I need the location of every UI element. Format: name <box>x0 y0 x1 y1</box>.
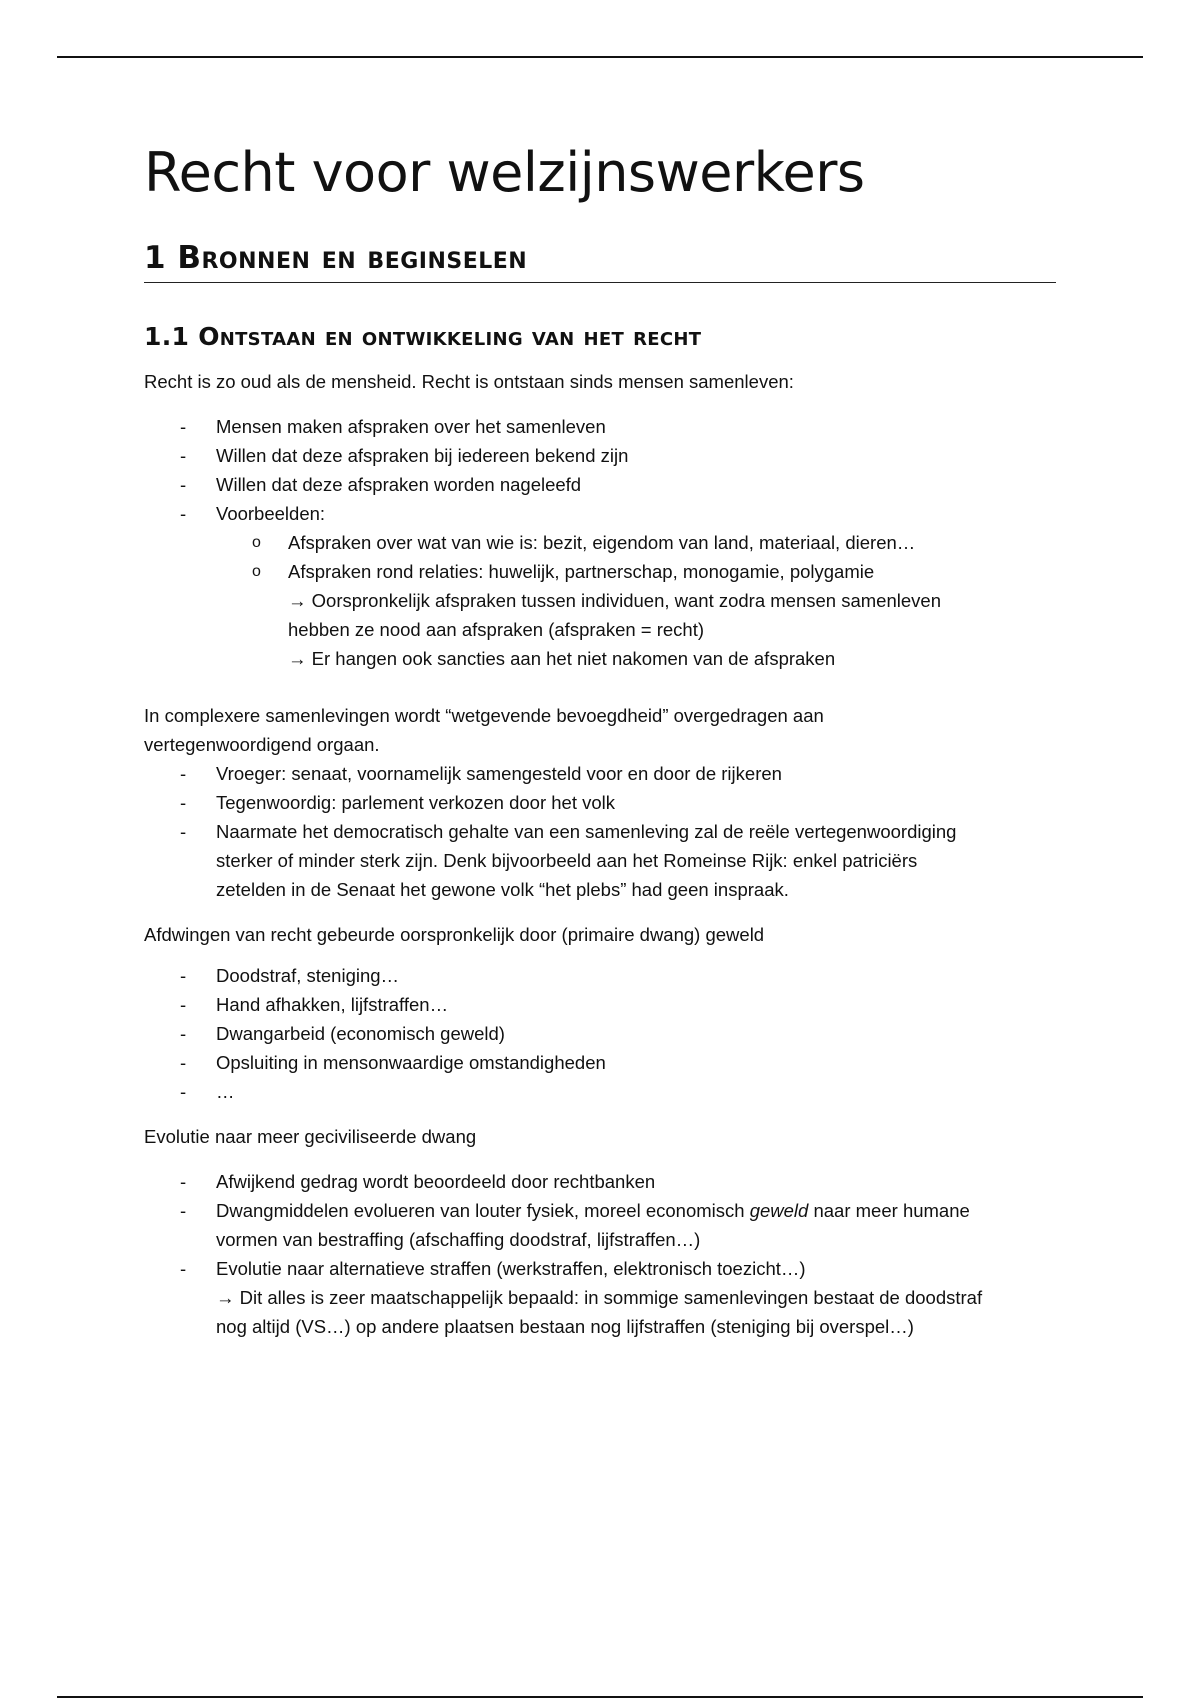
dash-bullet: - <box>180 1081 187 1102</box>
paragraph: In complexere samenlevingen wordt “wetgevende bevoegdheid” overgedragen aan vertegenwoordigend orgaan. <box>144 705 824 755</box>
dash-bullet: - <box>180 821 187 842</box>
paragraph: Evolutie naar meer geciviliseerde dwang <box>144 1126 477 1147</box>
list-item: o Afspraken rond relaties: huwelijk, partnerschap, monogamie, polygamie <box>216 557 1056 586</box>
list-enforcement <box>144 961 1056 1106</box>
heading-2: 1.1 Ontstaan en ontwikkeling van het recht <box>144 322 702 351</box>
dash-bullet: - <box>180 416 187 437</box>
circle-bullet: o <box>252 534 261 551</box>
dash-bullet: - <box>180 763 187 784</box>
arrow-note-continued: hebben ze nood aan afspraken (afspraken = recht) <box>288 619 705 640</box>
document-title: Recht voor welzijnswerkers <box>144 141 865 204</box>
dash-bullet: - <box>180 994 187 1015</box>
list-item: - Mensen maken afspraken over het samenleven <box>144 412 1056 441</box>
examples-list <box>216 528 1056 586</box>
dash-bullet: - <box>180 965 187 986</box>
list-item: - Dwangmiddelen evolueren van louter fysiek, moreel economisch geweld naar meer humane vormen van bestraffing (afschaffing doodstraf, lijfstraffen…) <box>144 1196 1056 1254</box>
arrow-note: → Er hangen ook sancties aan het niet nakomen van de afspraken <box>288 648 836 669</box>
dash-bullet: - <box>180 445 187 466</box>
document-body <box>144 138 1056 1341</box>
list-item: - Willen dat deze afspraken bij iedereen bekend zijn <box>144 441 1056 470</box>
list-evolution <box>144 1167 1056 1341</box>
circle-bullet: o <box>252 563 261 580</box>
list-item: - Evolutie naar alternatieve straffen (werkstraffen, elektronisch toezicht…) → Dit alles is zeer maatschappelijk bepaald: in sommige samenlevingen bestaat de doodstraf nog altijd (VS…) op andere plaatsen bestaan nog lijfstraffen (steniging bij overspel…) <box>144 1254 1056 1341</box>
dash-bullet: - <box>180 1258 187 1279</box>
dash-bullet: - <box>180 503 187 524</box>
intro-paragraph: Recht is zo oud als de mensheid. Recht is ontstaan sinds mensen samenleven: <box>144 371 794 392</box>
paragraph: Afdwingen van recht gebeurde oorspronkelijk door (primaire dwang) geweld <box>144 924 765 945</box>
list-origin <box>144 412 1056 673</box>
list-representation <box>144 759 1056 904</box>
list-item: - Afwijkend gedrag wordt beoordeeld door rechtbanken <box>144 1167 1056 1196</box>
dash-bullet: - <box>180 474 187 495</box>
footer-rule <box>57 1696 1143 1698</box>
dash-bullet: - <box>180 792 187 813</box>
list-item: o Afspraken over wat van wie is: bezit, eigendom van land, materiaal, dieren… <box>216 528 1056 557</box>
list-item: - Tegenwoordig: parlement verkozen door het volk <box>144 788 1056 817</box>
dash-bullet: - <box>180 1171 187 1192</box>
list-item: - Vroeger: senaat, voornamelijk samengesteld voor en door de rijkeren <box>144 759 1056 788</box>
list-item: - Hand afhakken, lijfstraffen… <box>144 990 1056 1019</box>
arrow-note: → Oorspronkelijk afspraken tussen individuen, want zodra mensen samenleven <box>288 590 941 611</box>
emphasis: geweld <box>749 1200 809 1221</box>
list-item: - Opsluiting in mensonwaardige omstandigheden <box>144 1048 1056 1077</box>
list-item: - … <box>144 1077 1056 1106</box>
dash-bullet: - <box>180 1052 187 1073</box>
header-rule <box>57 56 1143 58</box>
heading-1: 1 Bronnen en beginselen <box>144 238 1056 283</box>
list-item: - Naarmate het democratisch gehalte van een samenleving zal de reële vertegenwoordiging sterker of minder sterk zijn. Denk bijvoorbeeld aan het Romeinse Rijk: enkel patriciërs zetelden in de Senaat het gewone volk “het plebs” had geen inspraak. <box>144 817 1056 904</box>
dash-bullet: - <box>180 1200 187 1221</box>
list-item: - Willen dat deze afspraken worden nageleefd <box>144 470 1056 499</box>
list-item: - Doodstraf, steniging… <box>144 961 1056 990</box>
list-item: - Voorbeelden: o Afspraken over wat van wie is: bezit, eigendom van land, materiaal, dieren… o Afspraken rond relaties: huwelijk, partnerschap, monogamie, polygamie → Oorspronkelijk afspraken tussen individuen, want zodra mensen samenleven hebben ze nood aan afspraken (afspraken = recht) → Er hangen ook sancties aan het niet nakomen van de afspraken <box>144 499 1056 673</box>
dash-bullet: - <box>180 1023 187 1044</box>
list-item: - Dwangarbeid (economisch geweld) <box>144 1019 1056 1048</box>
